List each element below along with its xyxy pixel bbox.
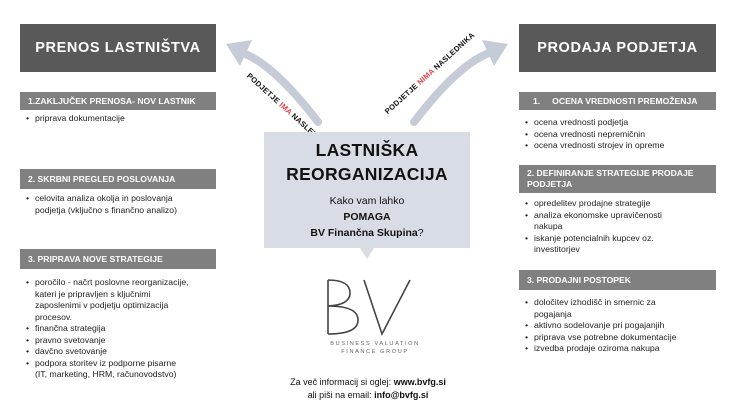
list-item: • analiza ekonomske upravičenosti [523,210,718,222]
list-item: • priprava dokumentacije [24,113,220,125]
right-section-1-list [523,117,718,152]
bv-logo [318,276,418,338]
right-section-3-list [523,297,718,355]
left-section-2-heading: 2. SKRBNI PREGLED POSLOVANJA [20,169,216,189]
list-item: • ocena vrednosti strojev in opreme [523,140,718,152]
website-link[interactable]: www.bvfg.si [393,377,446,387]
center-box [264,132,470,248]
center-line2: POMAGA [343,211,391,223]
list-item: • priprava vse potrebne dokumentacije [523,332,718,344]
label-highlight: NIMA [415,66,437,87]
right-section-1-heading: 1. OCENA VREDNOSTI PREMOŽENJA [519,92,716,110]
list-item: • pravno svetovanje [24,335,234,347]
list-item: • podpora storitev iz podporne pisarne [24,358,234,370]
list-item-continuation: pogajanja [534,308,572,319]
list-item: • ocena vrednosti podjetja [523,117,718,129]
right-section-3-heading: 3. PRODAJNI POSTOPEK [519,270,716,290]
right-title: PRODAJA PODJETJA [519,24,716,72]
list-item: • izvedba prodaje oziroma nakupa [523,343,718,355]
list-item-continuation: procesov. [35,311,73,322]
center-line1: Kako vam lahko [329,195,405,207]
email-link[interactable]: info@bvfg.si [374,390,429,400]
list-item-continuation: investitorjev [534,244,580,254]
list-item: • davčno svetovanje [24,346,234,358]
left-arrow-shape [240,52,318,122]
list-item: • poročilo - načrt poslovne reorganizacije, [24,277,234,289]
list-item: • iskanje potencialnih kupcev oz. [523,233,718,245]
center-line3: BV Finančna Skupina? [310,227,424,239]
list-item: • celovita analiza okolja in poslovanja [24,193,224,205]
left-section-3-list [24,277,234,381]
list-item: • ocena vrednosti nepremičnin [523,129,718,141]
list-item: • finančna strategija [24,323,234,335]
right-arrow-shape [414,52,492,122]
contact-line2: ali piši na email: info@bvfg.si [307,390,429,400]
right-section-2-list [523,198,718,256]
left-title: PRENOS LASTNIŠTVA [20,24,216,72]
logo-subtitle-line1: BUSINESS VALUATION [330,341,420,347]
label-highlight: IMA [277,100,294,117]
left-section-3-heading: 3. PRIPRAVA NOVE STRATEGIJE [20,249,216,269]
right-section-2-heading: 2. DEFINIRANJE STRATEGIJE PRODAJE PODJETJA [519,165,716,193]
right-arrow-label: PODJETJE NIMA NASLEDNIKA [382,30,477,116]
list-item-continuation: zaposlenimi v podjetju optimizacija [35,300,169,310]
center-title-line1: LASTNIŠKA [315,140,419,160]
left-section-1-heading: 1. ZAKLJUČEK PRENOSA- NOV LASTNIK [20,92,216,110]
left-section-1-list [24,113,220,125]
list-item-continuation: (IT, marketing, HRM, računovodstvo) [35,369,177,379]
list-item-continuation: nakupa [534,221,563,231]
left-arrow-label: PODJETJE IMA [244,71,294,117]
center-title-line2: REORGANIZACIJA [286,164,448,184]
list-item-continuation: kateri je pripravljen s ključnimi [35,288,151,299]
left-section-2-list [24,193,224,216]
contact-line1: Za več informacij si oglej: www.bvfg.si [290,377,446,387]
list-item: • določitev izhodišč in smernic za [523,297,718,309]
list-item-continuation: podjetja (vključno s finančno analizo) [35,204,177,215]
list-item: • aktivno sodelovanje pri pogajanjih [523,320,718,332]
logo-subtitle-line2: FINANCE GROUP [341,349,409,355]
list-item: • opredelitev prodajne strategije [523,198,718,210]
